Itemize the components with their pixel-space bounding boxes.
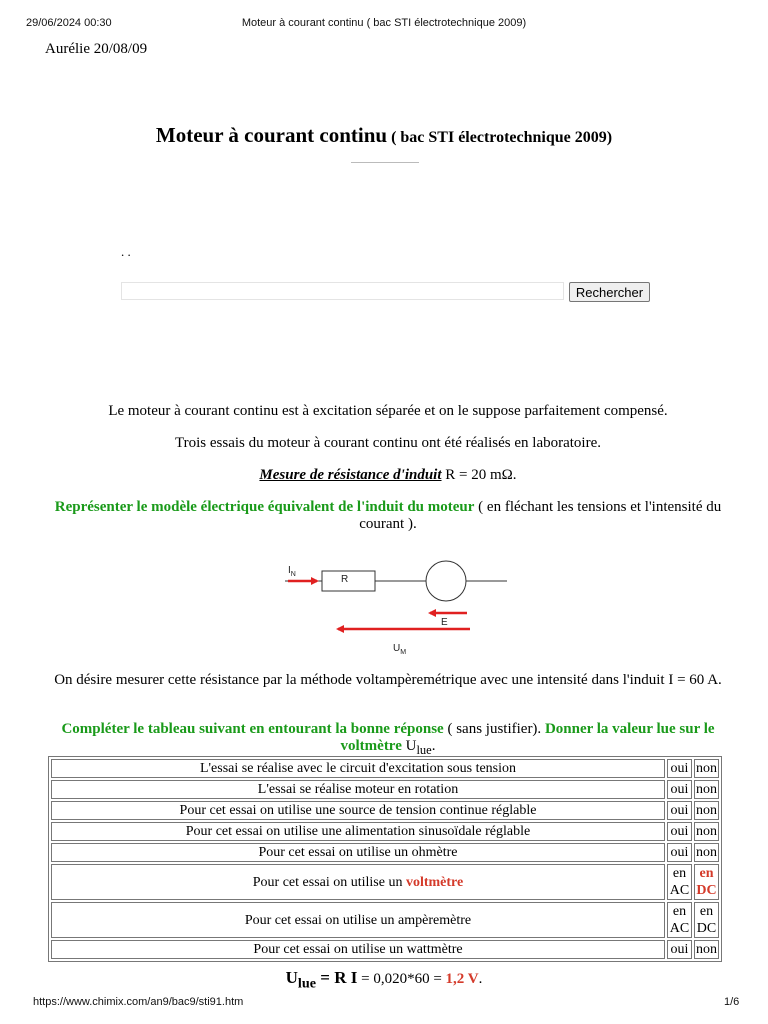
voltage-label: $U_M$ <box>393 643 407 656</box>
resistor-label: R <box>341 574 349 585</box>
answer-dc[interactable] <box>694 902 719 938</box>
voltmeter-question-text: Pour cet essai on utilise un <box>252 874 406 890</box>
table-row <box>51 759 719 778</box>
answer-ac-line-2: AC <box>669 921 690 936</box>
title-divider <box>351 162 419 163</box>
question-1-detail: ( en fléchant les tensions et l'intensité du courant ). <box>359 499 722 532</box>
intro-paragraph-2: Trois essais du moteur à courant continu ont été réalisés en laboratoire. <box>175 435 601 451</box>
answer-ac[interactable] <box>667 864 692 900</box>
title-main: Moteur à courant continu <box>155 123 388 147</box>
method-text: On désire mesurer cette résistance par la méthode voltampèremétrique avec une intensité dans l'induit I = 60 A. <box>54 672 722 688</box>
answer-non[interactable]: non <box>696 782 717 797</box>
question-2-end: . <box>431 738 436 754</box>
measure-value: R = 20 mΩ. <box>441 467 517 483</box>
question-1-instruction: Représenter le modèle électrique équivalent de l'induit du moteur <box>54 499 475 515</box>
intro-paragraph-1: Le moteur à courant continu est à excitation séparée et on le suppose parfaitement compensé. <box>108 403 668 419</box>
formula-result: 1,2 V <box>445 971 479 987</box>
print-url: https://www.chimix.com/an9/bac9/sti91.htm <box>33 996 244 1008</box>
answer-non[interactable]: non <box>696 845 717 860</box>
print-page-number: 1/6 <box>724 996 740 1008</box>
question-2-tail: U <box>401 738 417 754</box>
answer-dc-line-1: en <box>699 904 714 919</box>
answer-dc-line-2: DC <box>696 921 717 936</box>
answer-non[interactable]: non <box>696 942 717 957</box>
table-row-voltmeter <box>51 864 719 900</box>
answer-oui[interactable]: oui <box>667 801 692 820</box>
answer-ac-line-2: AC <box>669 883 690 898</box>
author-line: Aurélie 20/08/09 <box>45 41 148 57</box>
armature-circuit-diagram <box>285 557 520 659</box>
answer-ac[interactable] <box>667 902 692 938</box>
question-2-instruction-2: Donner la valeur lue sur le voltmètre <box>340 721 715 754</box>
voltmeter-highlight: voltmètre <box>405 874 464 890</box>
measure-line <box>48 467 728 484</box>
question-2 <box>48 721 728 759</box>
formula-u: $U_{lue} = R$ I <box>285 968 358 992</box>
question-2-instruction: Compléter le tableau suivant en entourant la bonne réponse <box>61 721 444 737</box>
formula-calc: = 0,020*60 = <box>357 971 446 987</box>
table-row-wattmeter <box>51 940 719 959</box>
print-date: 29/06/2024 00:30 <box>26 17 112 29</box>
table-question: Pour cet essai on utilise un wattmètre <box>51 940 665 959</box>
dots-text: . . <box>121 244 131 259</box>
answer-ac-line-1: en <box>672 904 687 919</box>
answer-dc-line-1: en <box>699 866 714 881</box>
question-2-tail-sub: lue <box>416 743 432 757</box>
answer-dc-line-2: DC <box>696 883 717 898</box>
table-row <box>51 822 719 841</box>
answers-table <box>48 756 722 962</box>
question-1 <box>48 499 728 533</box>
formula-line <box>0 968 768 992</box>
search-button[interactable]: Rechercher <box>569 282 650 302</box>
answer-oui[interactable]: oui <box>667 822 692 841</box>
answer-oui[interactable]: oui <box>667 780 692 799</box>
print-page-title: Moteur à courant continu ( bac STI électrotechnique 2009) <box>241 17 527 29</box>
answer-oui[interactable]: oui <box>667 940 692 959</box>
answer-oui[interactable]: oui <box>667 759 692 778</box>
measure-heading: Mesure de résistance d'induit <box>259 467 442 483</box>
table-row <box>51 843 719 862</box>
table-row <box>51 801 719 820</box>
emf-label: E <box>441 617 448 628</box>
table-question: Pour cet essai on utilise une source de tension continue réglable <box>51 801 665 820</box>
question-2-middle: ( sans justifier). <box>443 721 545 737</box>
answer-non[interactable]: non <box>696 824 717 839</box>
resistor <box>322 571 375 591</box>
page-title <box>0 123 768 148</box>
table-question: L'essai se réalise moteur en rotation <box>51 780 665 799</box>
answer-oui[interactable]: oui <box>667 843 692 862</box>
table-question: Pour cet essai on utilise un ampèremètre <box>51 902 665 938</box>
answer-non[interactable]: non <box>696 803 717 818</box>
answer-dc-selected[interactable] <box>694 864 719 900</box>
current-label: $I_N$ <box>288 565 296 578</box>
table-question: Pour cet essai on utilise une alimentation sinusoïdale réglable <box>51 822 665 841</box>
formula-end: . <box>478 971 483 987</box>
table-row <box>51 780 719 799</box>
motor-symbol <box>426 561 466 601</box>
answer-non[interactable]: non <box>696 761 717 776</box>
table-question: Pour cet essai on utilise un ohmètre <box>51 843 665 862</box>
table-row-ammeter <box>51 902 719 938</box>
answer-ac-line-1: en <box>672 866 687 881</box>
search-input[interactable] <box>121 282 564 300</box>
table-question: L'essai se réalise avec le circuit d'excitation sous tension <box>51 759 665 778</box>
title-sub: ( bac STI électrotechnique 2009) <box>387 129 613 146</box>
table-question <box>51 864 665 900</box>
